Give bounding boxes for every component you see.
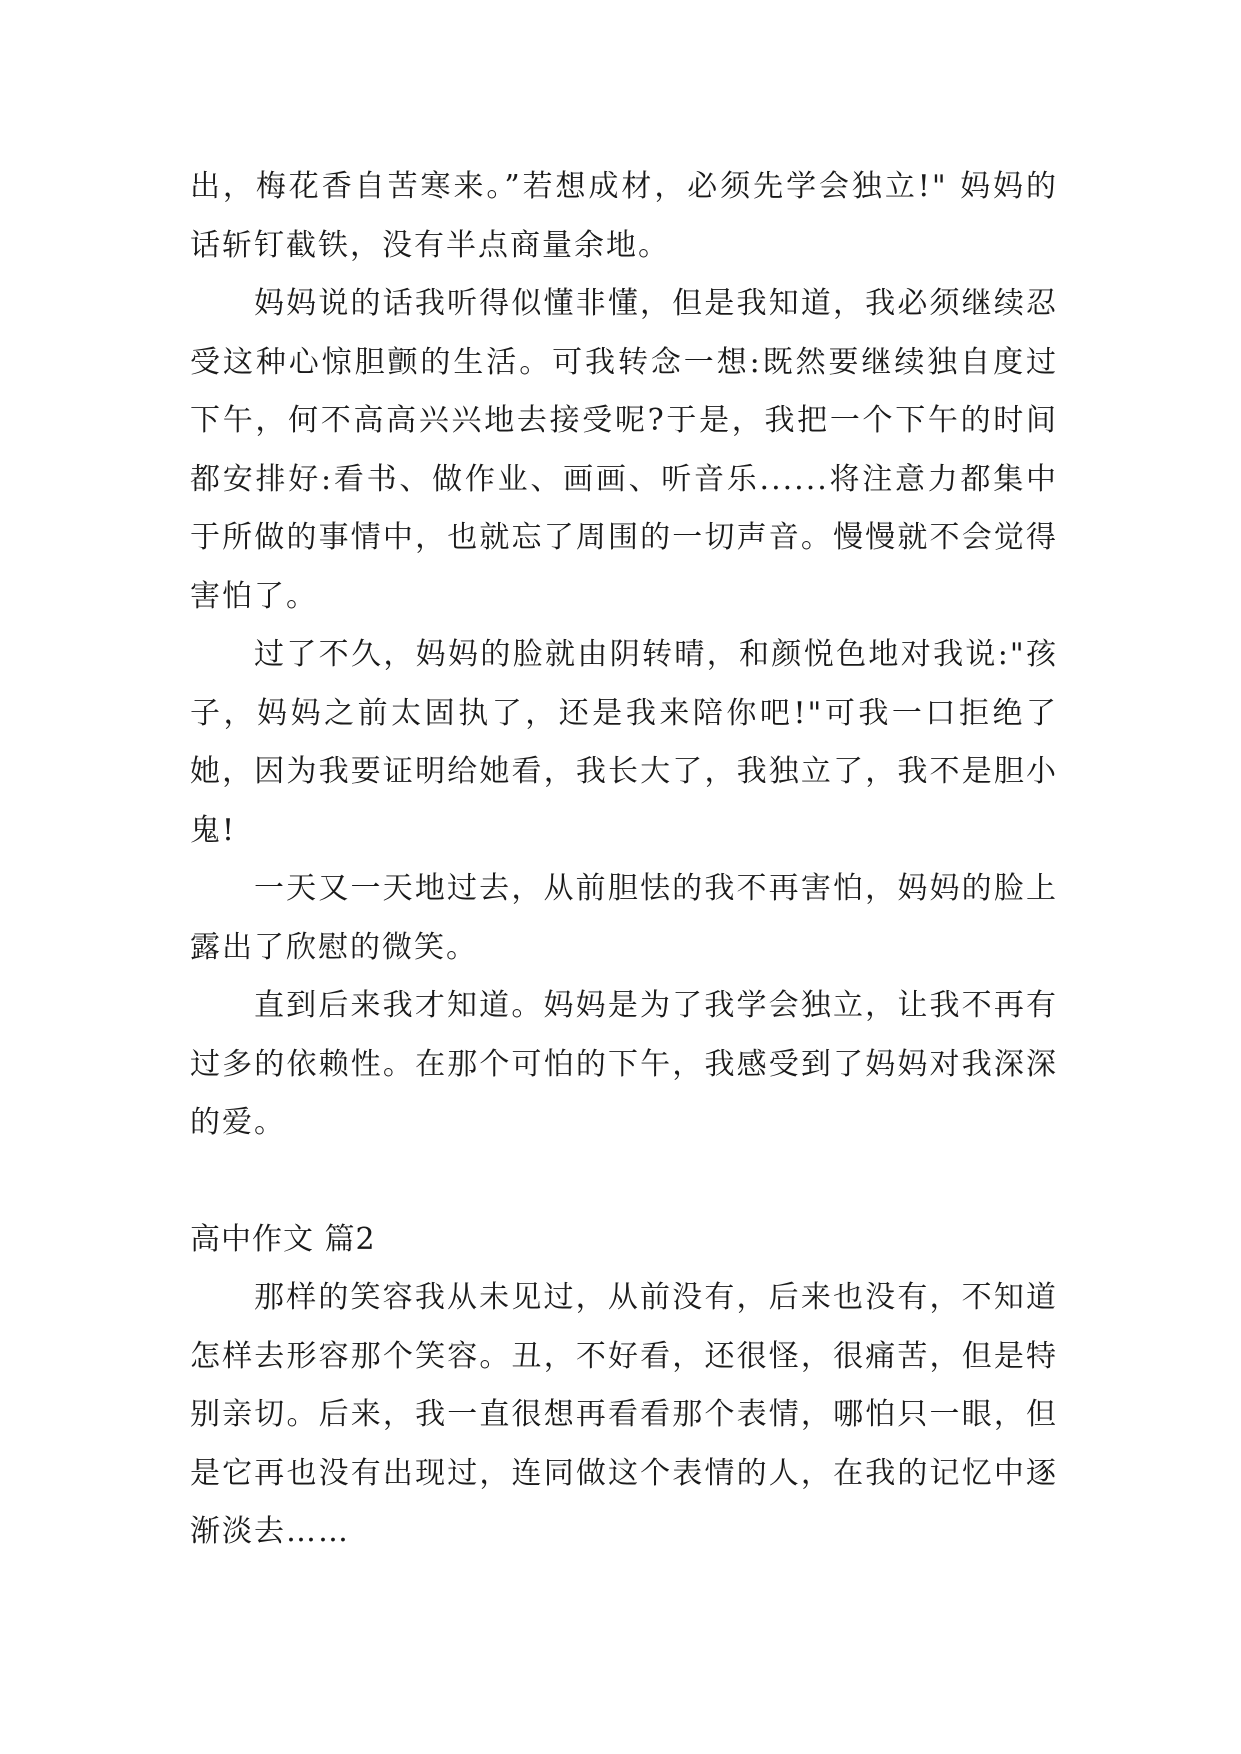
document-body (190, 158, 1058, 1562)
paragraph: 妈妈说的话我听得似懂非懂，但是我知道，我必须继续忍受这种心惊胆颤的生活。可我转念一想:既然要继续独自度过下午，何不高高兴兴地去接受呢?于是，我把一个下午的时间都安排好:看书、做作业、画画、听音乐......将注意力都集中于所做的事情中，也就忘了周围的一切声音。慢慢就不会觉得害怕了。 (190, 286, 1058, 614)
paragraph: 那样的笑容我从未见过，从前没有，后来也没有，不知道怎样去形容那个笑容。丑，不好看，还很怪，很痛苦，但是特别亲切。后来，我一直很想再看看那个表情，哪怕只一眼，但是它再也没有出现过，连同做这个表情的人，在我的记忆中逐渐淡去…… (190, 1280, 1058, 1549)
paragraph-continuation: 出，梅花香自苦寒来。”若想成材，必须先学会独立!" 妈妈的话斩钉截铁，没有半点商量余地。 (190, 169, 1058, 263)
paragraph: 一天又一天地过去，从前胆怯的我不再害怕，妈妈的脸上露出了欣慰的微笑。 (190, 871, 1058, 965)
paragraph: 直到后来我才知道。妈妈是为了我学会独立，让我不再有过多的依赖性。在那个可怕的下午，我感受到了妈妈对我深深的爱。 (190, 988, 1058, 1140)
paragraph: 过了不久，妈妈的脸就由阴转晴，和颜悦色地对我说:"孩子，妈妈之前太固执了，还是我来陪你吧!"可我一口拒绝了她，因为我要证明给她看，我长大了，我独立了，我不是胆小鬼! (190, 637, 1058, 848)
section-heading: 高中作文 篇2 (190, 1221, 376, 1257)
